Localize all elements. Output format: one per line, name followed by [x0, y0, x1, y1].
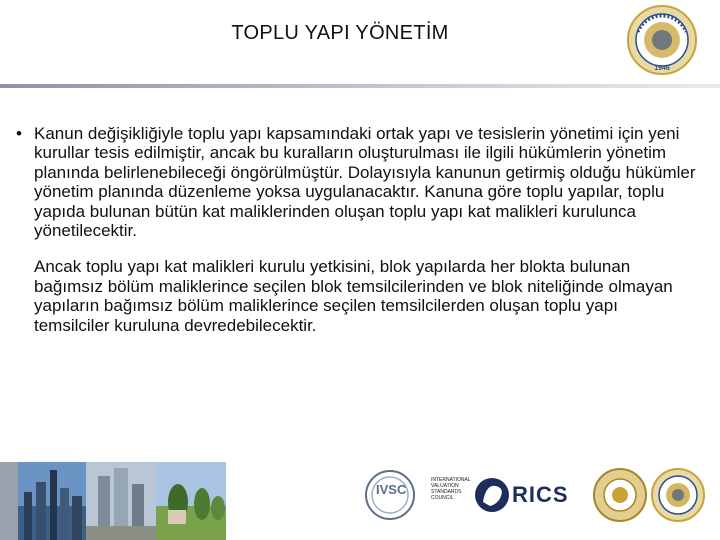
slide-content [16, 124, 696, 335]
ankara-university-footer-seal-icon [652, 469, 704, 521]
ivsc-letters: IVSC [376, 482, 407, 497]
rics-label: RICS [512, 482, 569, 507]
seal-year: 1946 [654, 65, 670, 72]
footer-side-bar [0, 462, 18, 540]
rics-lion-icon [475, 478, 509, 512]
photo-countryside [156, 462, 226, 540]
paragraph-1: Kanun değişikliğiyle toplu yapı kapsamındaki ortak yapı ve tesislerin yönetimi için yeni kurullar tesis edilmiştir, ancak bu kuralların oluşturulması ile ilgili hükümlerin yönetim planında belirlenebileceği öngörülmüştür. Dolayısıyla kanunun getirmiş olduğu hükümler yönetim planında düzenleme yoksa uygulanacaktır. Kanuna göre toplu yapılar, toplu yapıda bulunan bütün kat maliklerinden oluşan toplu yapı kat malikleri kurulunca yönetilecektir. [34, 124, 696, 241]
paragraph-2: Ancak toplu yapı kat malikleri kurulu yetkisini, blok yapılarda her blokta bulunan bağımsız bölüm maliklerince seçilen blok temsilcilerinden ve blok niteliğinde olmayan yapıların bağımsız bölüm maliklerince seçilen temsilcilerden oluşan toplu yapı temsilciler kuruluna devredebilecektir. [34, 257, 673, 335]
ankara-university-seal-icon [626, 4, 698, 76]
slide-title: TOPLU YAPI YÖNETİM [231, 22, 449, 44]
partner-emblem-icon [594, 469, 646, 521]
photo-city-skyline [18, 462, 86, 540]
ivsc-line: STANDARDS [431, 489, 462, 495]
bullet-item [16, 124, 696, 240]
ivsc-text [431, 477, 471, 501]
ivsc-line: VALUATION [431, 483, 459, 489]
photo-modern-towers [86, 462, 156, 540]
ivsc-line: COUNCIL [431, 495, 454, 501]
ivsc-line: INTERNATIONAL [431, 477, 471, 483]
bullet-dot: • [16, 124, 22, 143]
footer-photo-strip [18, 462, 226, 540]
header-divider [0, 84, 720, 88]
